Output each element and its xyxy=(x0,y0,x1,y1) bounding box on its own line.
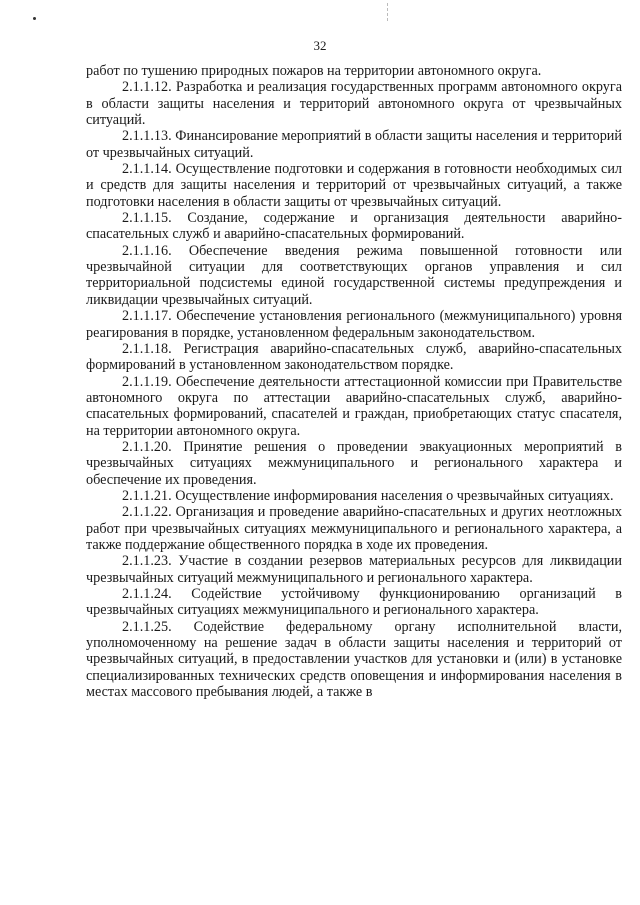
page-number: 32 xyxy=(313,38,327,53)
document-body xyxy=(86,63,622,700)
paragraph: 2.1.1.14. Осуществление подготовки и содержания в готовности необходимых сил и средств для защиты населения и территорий от чрезвычайных ситуаций, а также подготовки населения в области защиты от чрезвычайных ситуаций. xyxy=(86,161,622,210)
paragraph: работ по тушению природных пожаров на территории автономного округа. xyxy=(86,63,542,79)
paragraph: 2.1.1.24. Содействие устойчивому функционированию организаций в чрезвычайных ситуациях межмуниципального и регионального характера. xyxy=(86,586,622,619)
scan-mark xyxy=(387,3,389,21)
paragraph: 2.1.1.13. Финансирование мероприятий в области защиты населения и территорий от чрезвычайных ситуаций. xyxy=(86,128,622,161)
paragraph: 2.1.1.12. Разработка и реализация государственных программ автономного округа в области защиты населения и территорий автономного округа от чрезвычайных ситуаций. xyxy=(86,79,622,129)
scan-mark xyxy=(33,17,36,20)
paragraph: 2.1.1.22. Организация и проведение аварийно-спасательных и других неотложных работ при чрезвычайных ситуациях межмуниципального и регионального характера, а также поддержание общественного порядка в ходе их проведения. xyxy=(86,504,622,553)
paragraph: 2.1.1.15. Создание, содержание и организация деятельности аварийно-спасательных служб и аварийно-спасательных формирований. xyxy=(86,210,622,243)
paragraph: 2.1.1.20. Принятие решения о проведении эвакуационных мероприятий в чрезвычайных ситуациях межмуниципального и регионального характера и обеспечение их проведения. xyxy=(86,438,622,488)
paragraph: 2.1.1.23. Участие в создании резервов материальных ресурсов для ликвидации чрезвычайных ситуаций межмуниципального и регионального характера. xyxy=(86,553,622,586)
paragraph: 2.1.1.19. Обеспечение деятельности аттестационной комиссии при Правительстве автономного округа по аттестации аварийно-спасательных служб, аварийно-спасательных формирований, спасателей и граждан, приобретающих статус спасателя, на территории автономного округа. xyxy=(86,373,622,439)
paragraph: 2.1.1.17. Обеспечение установления регионального (межмуниципального) уровня реагирования в порядке, установленном федеральным законодательством. xyxy=(86,308,622,341)
paragraph: 2.1.1.25. Содействие федеральному органу исполнительной власти, уполномоченному на решение задач в области защиты населения и территорий от чрезвычайных ситуаций, в предоставлении участков для установки и (или) в установке специализированных технических средств оповещения и информирования населения в местах массового пребывания людей, а также в xyxy=(86,618,622,701)
paragraph: 2.1.1.18. Регистрация аварийно-спасательных служб, аварийно-спасательных формирований в установленном законодательством порядке. xyxy=(86,340,622,374)
paragraph: 2.1.1.21. Осуществление информирования населения о чрезвычайных ситуациях. xyxy=(122,487,614,504)
paragraph: 2.1.1.16. Обеспечение введения режима повышенной готовности или чрезвычайной ситуации для соответствующих органов управления и сил территориальной подсистемы единой государственной системы предупреждения и ликвидации чрезвычайных ситуаций. xyxy=(86,242,622,308)
